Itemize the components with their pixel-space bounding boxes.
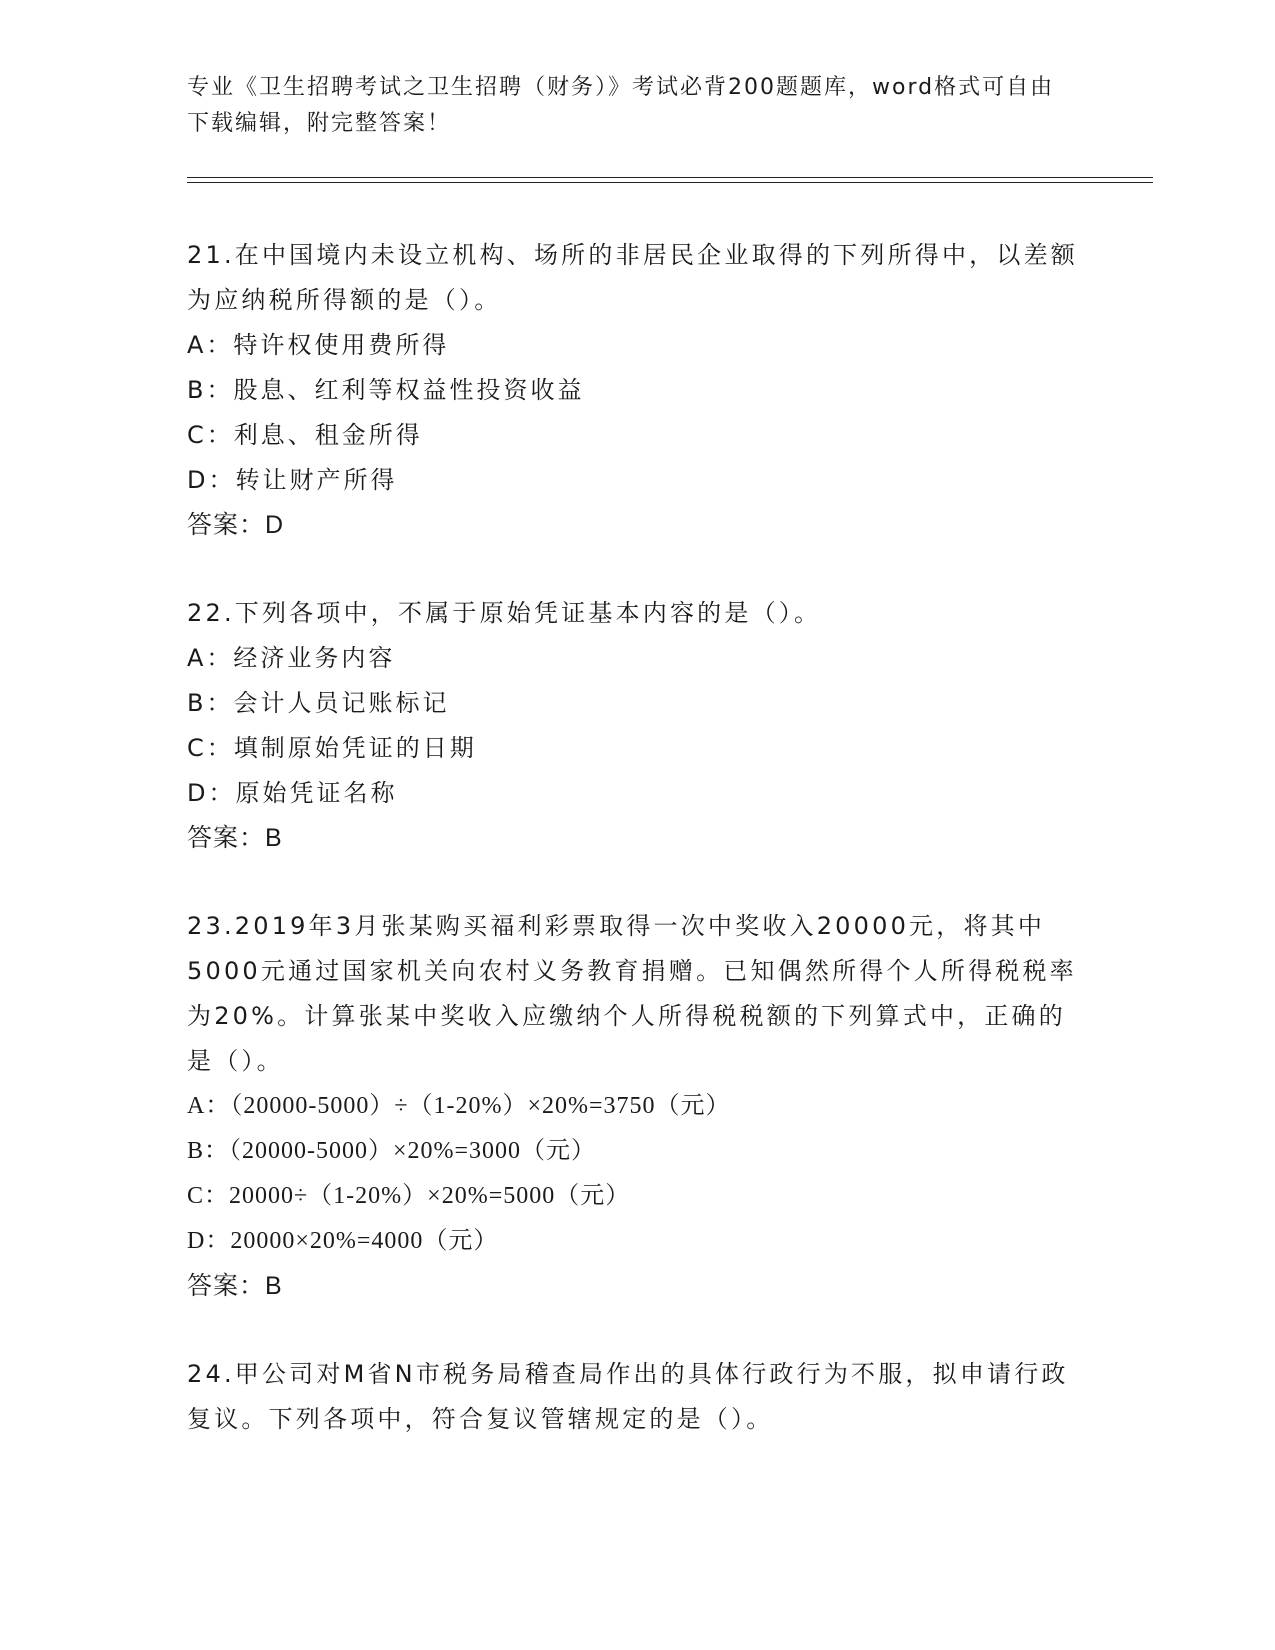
- document-header: 专业《卫生招聘考试之卫生招聘（财务）》考试必背200题题库，word格式可自由下载编辑，附完整答案！: [187, 75, 1055, 136]
- option-c: C：20000÷（1-20%）×20%=5000（元）: [187, 1183, 631, 1209]
- question-stem: 23.2019年3月张某购买福利彩票取得一次中奖收入20000元，将其中5000元通过国家机关向农村义务教育捐赠。已知偶然所得个人所得税税率为20%。计算张某中奖收入应缴纳个人所得税税额的下列算式中，正确的是（）。: [187, 912, 1077, 1075]
- option-b: B：（20000-5000）×20%=3000（元）: [187, 1138, 597, 1164]
- question-21: [187, 233, 1087, 548]
- option-b: B：会计人员记账标记: [187, 689, 450, 717]
- option-c: C：填制原始凭证的日期: [187, 734, 477, 762]
- option-a: A：特许权使用费所得: [187, 331, 450, 359]
- question-stem: 24.甲公司对M省N市税务局稽查局作出的具体行政行为不服，拟申请行政复议。下列各项中，符合复议管辖规定的是（）。: [187, 1360, 1069, 1433]
- header-divider: [187, 177, 1153, 183]
- option-d: D：20000×20%=4000（元）: [187, 1228, 499, 1254]
- option-a: A：经济业务内容: [187, 644, 396, 672]
- option-b: B：股息、红利等权益性投资收益: [187, 376, 585, 404]
- question-23: [187, 904, 1087, 1309]
- question-22: [187, 591, 1087, 861]
- question-list: [187, 233, 1087, 1485]
- option-a: A：（20000-5000）÷（1-20%）×20%=3750（元）: [187, 1093, 731, 1119]
- option-d: D：原始凭证名称: [187, 779, 398, 807]
- option-d: D：转让财产所得: [187, 466, 398, 494]
- answer-line: 答案：B: [187, 824, 283, 852]
- option-c: C：利息、租金所得: [187, 421, 423, 449]
- answer-line: 答案：D: [187, 511, 285, 539]
- answer-line: 答案：B: [187, 1272, 283, 1300]
- question-stem: 21.在中国境内未设立机构、场所的非居民企业取得的下列所得中，以差额为应纳税所得额的是（）。: [187, 241, 1078, 314]
- question-24: [187, 1352, 1087, 1442]
- question-stem: 22.下列各项中，不属于原始凭证基本内容的是（）。: [187, 599, 822, 627]
